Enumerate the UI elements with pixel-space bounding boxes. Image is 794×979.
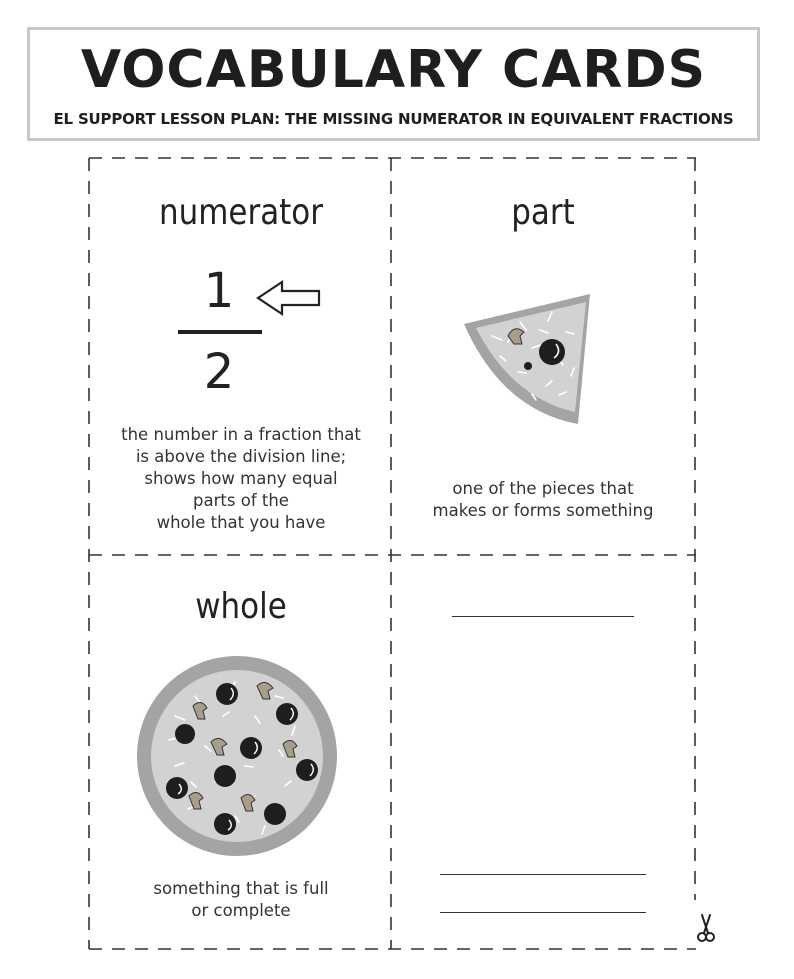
fraction-numerator: 1 [203,263,235,319]
card-part [392,158,694,555]
fraction-denominator: 2 [203,344,235,400]
page-subtitle: EL SUPPORT LESSON PLAN: THE MISSING NUMERATOR IN EQUIVALENT FRACTIONS [53,110,734,128]
blank-definition-line[interactable] [440,874,646,875]
card-whole [92,556,390,949]
card-title-part: part [511,192,575,233]
card-definition-whole: something that is full or complete [153,879,329,920]
pizza-slice-icon [462,292,594,426]
arrow-left-outline-icon [256,279,322,317]
card-title-whole: whole [195,586,287,627]
blank-title-line[interactable] [452,616,634,617]
card-definition-numerator: the number in a fraction that is above the division line; shows how many equal parts of the whole that you have [121,425,361,532]
page-title: VOCABULARY CARDS [80,40,707,100]
blank-definition-line[interactable] [440,912,646,913]
fraction-bar [178,330,262,334]
scissors-icon [694,913,718,943]
card-definition-part: one of the pieces that makes or forms something [432,479,654,520]
card-title-numerator: numerator [159,192,323,233]
pizza-icon [135,656,339,856]
card-numerator [92,158,390,555]
card-blank [392,556,694,949]
